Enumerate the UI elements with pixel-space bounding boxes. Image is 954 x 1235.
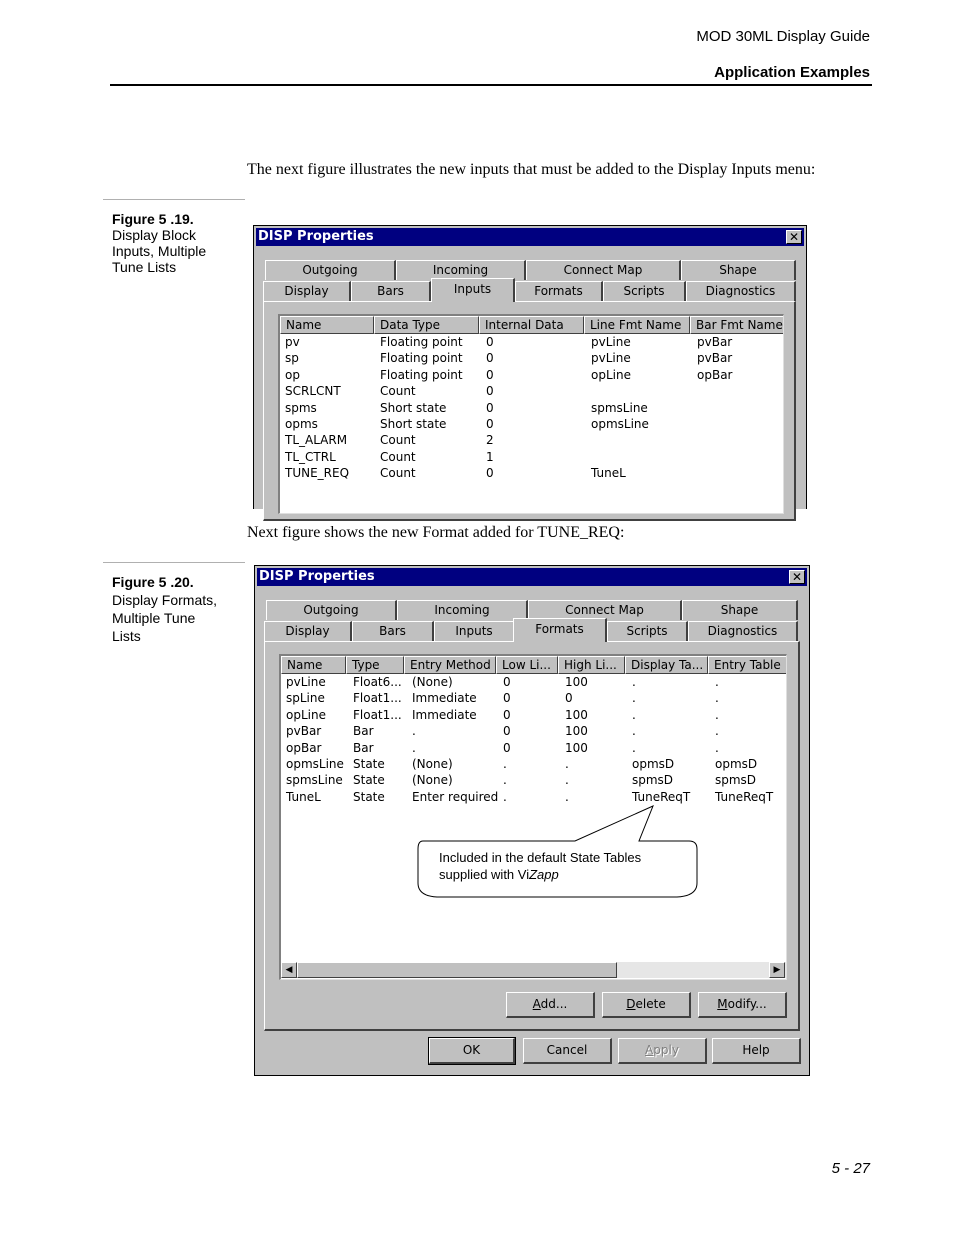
cancel-button[interactable]: Cancel — [523, 1038, 612, 1064]
list-cell: 0 — [503, 707, 511, 722]
list-cell: SCRLCNT — [285, 384, 341, 399]
list-cell: . — [632, 740, 636, 755]
close-icon[interactable]: ✕ — [786, 230, 802, 244]
column-header-low-limit[interactable]: Low Li... — [496, 656, 558, 674]
horizontal-scrollbar[interactable] — [281, 962, 787, 978]
scroll-thumb[interactable] — [297, 962, 617, 978]
column-header-internal-data[interactable]: Internal Data — [479, 316, 584, 334]
tab-bars[interactable]: Bars — [351, 281, 431, 301]
list-cell: Float1... — [353, 707, 402, 722]
tab-diagnostics[interactable]: Diagnostics — [686, 281, 796, 301]
list-cell: spmsLine — [591, 400, 648, 415]
list-cell: . — [715, 691, 719, 706]
callout-text — [439, 849, 641, 883]
figure1-caption-line: Tune Lists — [112, 259, 177, 275]
dialog-title: DISP Properties — [258, 229, 374, 244]
list-cell: pvLine — [591, 351, 631, 366]
tab-outgoing[interactable]: Outgoing — [265, 260, 396, 280]
list-cell: . — [503, 789, 507, 804]
dialog-titlebar — [257, 568, 807, 586]
list-cell: spmsLine — [286, 773, 343, 788]
list-cell: (None) — [412, 675, 453, 689]
list-cell: 1 — [486, 449, 494, 464]
list-cell: . — [715, 724, 719, 739]
tab-formats[interactable]: Formats — [515, 281, 603, 301]
column-header-display-table[interactable]: Display Ta... — [625, 656, 708, 674]
list-cell: sp — [285, 351, 299, 366]
list-cell: . — [565, 773, 569, 788]
list-cell: opmsD — [632, 757, 675, 771]
tab-connect-map[interactable]: Connect Map — [526, 260, 681, 280]
figure1-caption-line: Inputs, Multiple — [112, 243, 207, 259]
scroll-left-icon[interactable]: ◀ — [281, 962, 297, 978]
list-cell: State — [353, 789, 385, 804]
list-cell: opmsD — [715, 757, 758, 771]
tab-panel — [263, 301, 796, 521]
column-header-entry-table[interactable]: Entry Table — [708, 656, 787, 674]
list-cell: State — [353, 773, 385, 788]
tab-display[interactable]: Display — [263, 281, 351, 301]
list-cell: Enter required — [412, 789, 499, 804]
list-cell: Short state — [380, 400, 447, 415]
dialog-titlebar — [256, 228, 804, 246]
list-cell: State — [353, 757, 385, 771]
list-cell: . — [632, 675, 636, 689]
list-cell: Float1... — [353, 691, 402, 706]
list-cell: Short state — [380, 417, 447, 431]
disp-properties-dialog-inputs — [253, 225, 807, 509]
tab-panel — [264, 641, 800, 1031]
list-cell: 100 — [565, 724, 588, 739]
tab-bars[interactable]: Bars — [352, 621, 434, 641]
list-cell: TuneReqT — [715, 789, 774, 804]
tab-inputs[interactable]: Inputs — [434, 621, 515, 641]
column-header-entry-method[interactable]: Entry Method — [404, 656, 496, 674]
list-cell: 0 — [486, 335, 494, 349]
list-cell: (None) — [412, 757, 453, 771]
column-header-high-limit[interactable]: High Li... — [558, 656, 625, 674]
delete-button[interactable]: Delete — [602, 992, 691, 1018]
list-cell: . — [715, 675, 719, 689]
tab-incoming[interactable]: Incoming — [396, 260, 526, 280]
caption-rule — [103, 562, 245, 563]
tab-shape[interactable]: Shape — [681, 260, 796, 280]
list-cell: spmsD — [715, 773, 757, 788]
list-cell: Bar — [353, 740, 374, 755]
list-cell: TL_ALARM — [285, 433, 348, 448]
list-cell: TuneL — [286, 789, 321, 804]
list-cell: 0 — [503, 740, 511, 755]
apply-button[interactable]: Apply — [618, 1038, 707, 1064]
list-cell: 100 — [565, 707, 588, 722]
list-cell: 0 — [565, 691, 573, 706]
list-cell: pv — [285, 335, 300, 349]
list-cell: . — [565, 757, 569, 771]
list-cell: 100 — [565, 740, 588, 755]
list-cell: 0 — [486, 384, 494, 399]
column-header-name[interactable]: Name — [280, 316, 374, 334]
tab-scripts[interactable]: Scripts — [603, 281, 686, 301]
page-number: 5 - 27 — [831, 1160, 870, 1177]
tab-shape[interactable]: Shape — [682, 600, 798, 620]
list-cell: opmsLine — [286, 757, 344, 771]
list-cell: 2 — [486, 433, 494, 448]
column-header-type[interactable]: Type — [346, 656, 404, 674]
list-cell: TuneReqT — [632, 789, 691, 804]
list-cell: 0 — [503, 724, 511, 739]
list-cell: opBar — [286, 740, 322, 755]
callout-line: Included in the default State Tables — [439, 850, 642, 865]
tab-inputs[interactable]: Inputs — [431, 278, 515, 302]
caption-rule — [103, 199, 245, 200]
intro-paragraph: The next figure illustrates the new inputs that must be added to the Display Inputs menu: — [247, 161, 816, 178]
figure2-caption-line: Multiple Tune — [112, 610, 196, 626]
list-cell: Bar — [353, 724, 374, 739]
column-header-line-fmt-name[interactable]: Line Fmt Name — [584, 316, 690, 334]
list-cell: Floating point — [380, 351, 463, 366]
figure2-label: Figure 5 .20. — [112, 574, 194, 590]
figure1-label: Figure 5 .19. — [112, 211, 194, 227]
figure2-caption — [112, 573, 217, 645]
list-cell: 0 — [486, 417, 494, 431]
tab-incoming[interactable]: Incoming — [397, 600, 528, 620]
list-cell: pvLine — [286, 675, 326, 689]
list-cell: 0 — [486, 351, 494, 366]
list-cell: opLine — [286, 707, 326, 722]
list-cell: . — [565, 789, 569, 804]
tab-outgoing[interactable]: Outgoing — [266, 600, 397, 620]
list-cell: (None) — [412, 773, 453, 788]
list-cell: Immediate — [412, 691, 477, 706]
list-cell: Count — [380, 433, 416, 448]
list-cell: . — [715, 740, 719, 755]
list-cell: . — [632, 691, 636, 706]
list-cell: opmsLine — [591, 417, 649, 431]
inputs-list[interactable] — [278, 314, 784, 514]
add-button[interactable]: Add... — [506, 992, 595, 1018]
dialog-title: DISP Properties — [259, 569, 375, 584]
list-cell: pvBar — [286, 724, 322, 739]
callout-line: supplied with ViZapp — [439, 867, 559, 882]
tab-connect-map[interactable]: Connect Map — [528, 600, 682, 620]
list-cell: Count — [380, 466, 416, 481]
section-title: Application Examples — [714, 64, 870, 81]
document-title: MOD 30ML Display Guide — [696, 28, 870, 45]
tab-formats[interactable]: Formats — [513, 618, 607, 642]
list-cell: 0 — [486, 367, 494, 382]
list-cell: . — [412, 740, 416, 755]
list-cell: Immediate — [412, 707, 477, 722]
figure1-caption — [112, 211, 206, 275]
list-cell: . — [412, 724, 416, 739]
list-cell: 0 — [486, 400, 494, 415]
header-rule — [110, 84, 872, 86]
tab-display[interactable]: Display — [264, 621, 352, 641]
list-cell: spLine — [286, 691, 325, 706]
scroll-right-icon[interactable]: ▶ — [769, 962, 785, 978]
list-cell: op — [285, 367, 300, 382]
list-cell: opBar — [697, 367, 733, 382]
list-cell: . — [715, 707, 719, 722]
list-cell: 0 — [486, 466, 494, 481]
list-cell: spms — [285, 400, 317, 415]
ok-button[interactable]: OK — [429, 1038, 515, 1064]
list-cell: . — [503, 757, 507, 771]
formats-list[interactable] — [279, 654, 787, 980]
list-cell: pvLine — [591, 335, 631, 349]
list-cell: Count — [380, 449, 416, 464]
column-header-name[interactable]: Name — [281, 656, 346, 674]
figure1-caption-line: Display Block — [112, 227, 197, 243]
list-cell: . — [503, 773, 507, 788]
list-cell: opLine — [591, 367, 631, 382]
list-cell: pvBar — [697, 335, 733, 349]
list-cell: Floating point — [380, 367, 463, 382]
list-cell: opms — [285, 417, 318, 431]
disp-properties-dialog-formats — [254, 565, 810, 1076]
list-cell: 0 — [503, 675, 511, 689]
list-cell: 100 — [565, 675, 588, 689]
list-cell: TUNE_REQ — [285, 466, 350, 481]
column-header-data-type[interactable]: Data Type — [374, 316, 479, 334]
list-cell: . — [632, 707, 636, 722]
list-cell: TL_CTRL — [285, 449, 336, 464]
help-button[interactable]: Help — [712, 1038, 801, 1064]
list-cell: 0 — [503, 691, 511, 706]
list-cell: TuneL — [591, 466, 626, 481]
tab-diagnostics[interactable]: Diagnostics — [688, 621, 798, 641]
tab-scripts[interactable]: Scripts — [607, 621, 688, 641]
figure2-caption-line: Display Formats, — [112, 592, 218, 608]
figure2-caption-line: Lists — [112, 628, 141, 644]
list-cell: Float6... — [353, 675, 402, 689]
close-icon[interactable]: ✕ — [789, 570, 805, 584]
list-cell: spmsD — [632, 773, 674, 788]
list-cell: Floating point — [380, 335, 463, 349]
list-cell: Count — [380, 384, 416, 399]
modify-button[interactable]: Modify... — [698, 992, 787, 1018]
column-header-bar-fmt-name[interactable]: Bar Fmt Name — [690, 316, 784, 334]
list-cell: . — [632, 724, 636, 739]
mid-paragraph: Next figure shows the new Format added for TUNE_REQ: — [247, 524, 625, 541]
list-cell: pvBar — [697, 351, 733, 366]
